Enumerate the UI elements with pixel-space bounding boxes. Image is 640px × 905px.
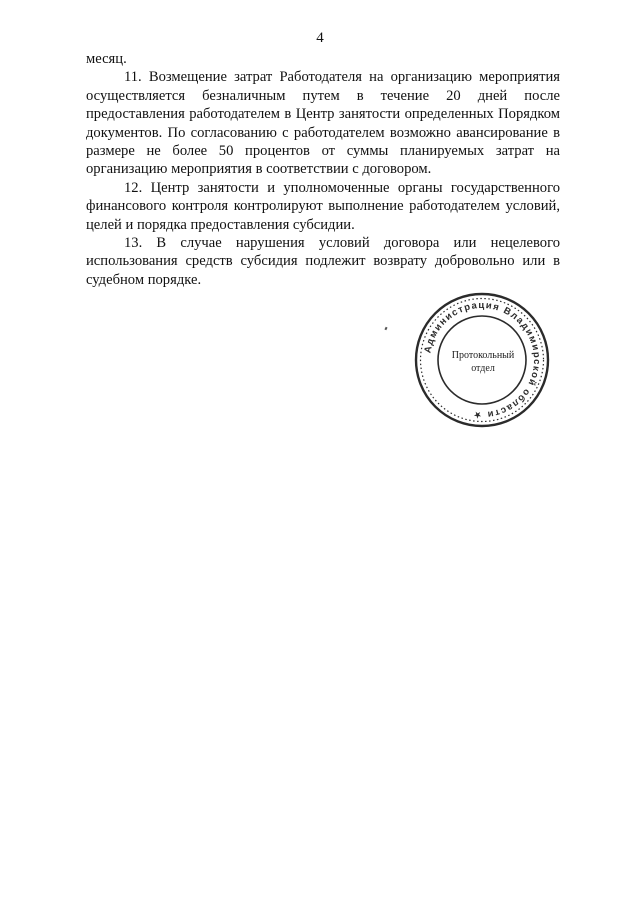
stamp-ring-text: Администрация Владимирской области ★ xyxy=(422,299,543,421)
page-number: 4 xyxy=(316,30,324,46)
speck-mark xyxy=(384,327,387,331)
paragraph-continuation: месяц. xyxy=(86,51,127,67)
paragraph-11: 11. Возмещение затрат Работодателя на организацию мероприятия осуществляется безналичным путем в течение 20 дней после предоставления работодателем в Центр занятости определенных Порядком документов. По согласованию с работодателем возможно авансирование в размере не более 50 процентов от суммы планируемых затрат на организацию мероприятия в соответствии с договором. xyxy=(86,69,560,178)
paragraph-13: 13. В случае нарушения условий договора или нецелевого использования средств субсидия подлежит возврату добровольно или в судебном порядке. xyxy=(86,235,560,288)
stamp-label-line1: Протокольный xyxy=(451,350,515,361)
stamp-label-line2: отдел xyxy=(471,363,495,374)
document-body xyxy=(86,50,560,289)
official-stamp xyxy=(413,291,551,429)
paragraph-12: 12. Центр занятости и уполномоченные органы государственного финансового контроля контролируют выполнение работодателем условий, целей и порядка предоставления субсидии. xyxy=(86,179,560,233)
